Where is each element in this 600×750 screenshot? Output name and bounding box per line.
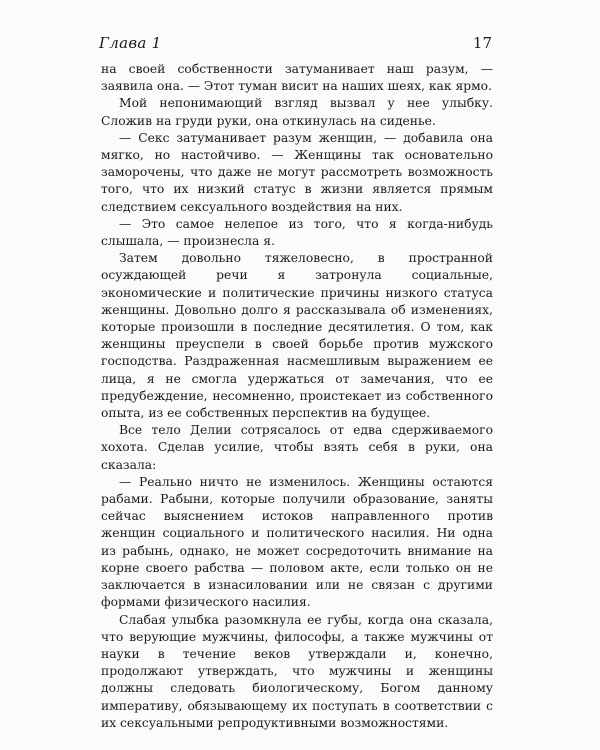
paragraph: на своей собственности затуманивает наш разум, — заявила она. — Этот туман висит на наших шеях, как ярмо. [101,62,493,94]
running-header [99,34,492,56]
paragraph: Затем довольно тяжеловесно, в пространной осуждающей речи я затронула социальные, экономические и политические причины низкого статуса женщины. Довольно долго я рассказывала об изменениях, которые произошли в последние десятилетия. О том, как женщины преуспели в своей борьбе против мужского господства. Раздраженная насмешливым выражением ее лица, я не смогла удержаться от замечания, что ее предубеждение, несомненно, проистекает из собственного опыта, из ее собственных перспектив на будущее. [101,251,493,421]
paragraph: Мой непонимающий взгляд вызвал у нее улыбку. Сложив на груди руки, она откинулась на сиденье. [101,96,493,128]
paragraph: — Секс затуманивает разум женщин, — добавила она мягко, но настойчиво. — Женщины так основательно заморочены, что даже не могут рассмотреть возможность того, что их низкий статус в жизни является прямым следствием сексуального воздействия на них. [101,130,493,214]
paragraph: Слабая улыбка разомкнула ее губы, когда она сказала, что верующие мужчины, философы, а также мужчины от науки в течение веков утверждали и, конечно, продолжают утверждать, что мужчины и женщины должны следовать биологическому, Богом данному императиву, обязывающему их поступать в соответствии с их сексуальными репродуктивными возможностями. [101,612,493,730]
body-text [101,61,493,732]
paragraph: — Это самое нелепое из того, что я когда-нибудь слышала, — произнесла я. [101,216,493,249]
page-number: 17 [472,34,492,52]
chapter-title: Глава 1 [99,34,162,52]
paragraph: — Реально ничто не изменилось. Женщины остаются рабами. Рабыни, которые получили образование, заняты сейчас выяснением истоков направленного против женщин социального и политического насилия. Ни одна из рабынь, однако, не может сосредоточить внимание на корне своего рабства — половом акте, если только он не заключается в изнасиловании или не связан с другими формами физического насилия. [101,474,493,610]
paragraph: Все тело Делии сотрясалось от едва сдерживаемого хохота. Сделав усилие, чтобы взять себя в руки, она сказала: [101,423,493,472]
